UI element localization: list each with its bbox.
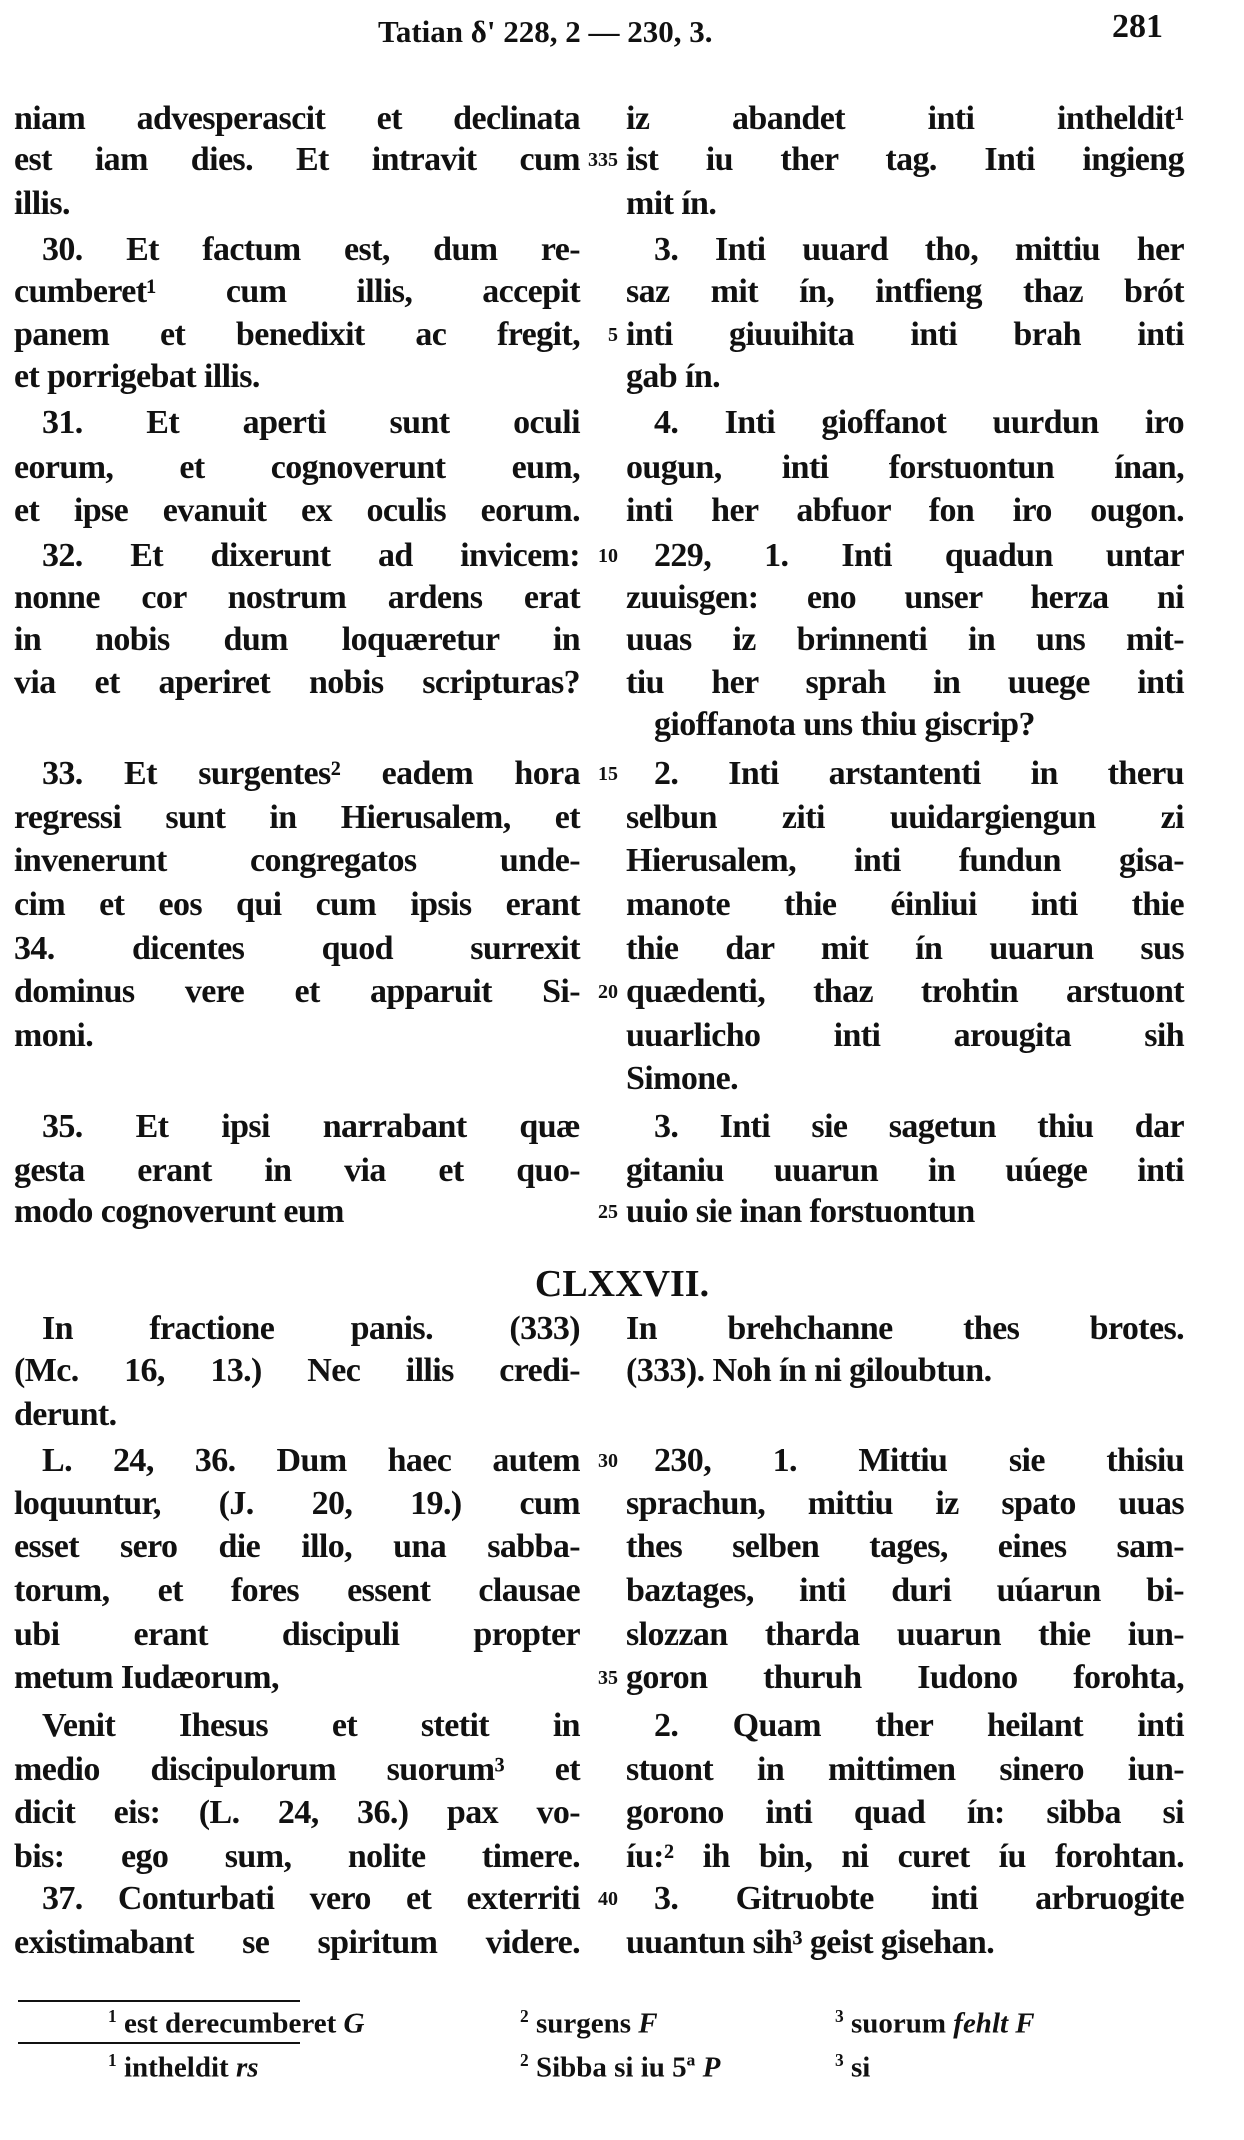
line-number: 15 <box>598 763 618 785</box>
latin-line: invenerunt congregatos unde- <box>14 842 580 879</box>
ohg-line: quædenti, thaz trohtin arstuont <box>626 973 1184 1010</box>
latin-line: 31. Et aperti sunt oculi <box>42 404 580 441</box>
footnote-text: est derecumberet <box>123 2007 337 2040</box>
ohg-line: goron thuruh Iudono forohta, <box>626 1659 1184 1696</box>
latin-line: via et aperiret nobis scripturas? <box>14 664 580 701</box>
section-heading: CLXXVII. <box>534 1263 710 1305</box>
ohg-line: inti her abfuor fon iro ougon. <box>626 492 1184 529</box>
footnote <box>835 2050 870 2085</box>
ohg-line: sprachun, mittiu iz spato uuas <box>626 1485 1184 1522</box>
latin-line: dominus vere et apparuit Si- <box>14 973 580 1010</box>
footnote <box>108 2006 364 2041</box>
footnote-text: intheldit <box>123 2051 229 2084</box>
latin-line: regressi sunt in Hierusalem, et <box>14 799 580 836</box>
footnote-mark: 3 <box>835 2006 844 2026</box>
footnote-mark: 2 <box>520 2006 529 2026</box>
ohg-line: uuarlicho inti arougita sih <box>626 1017 1184 1054</box>
ohg-line: 230, 1. Mittiu sie thisiu <box>654 1442 1184 1479</box>
ohg-line: thie dar mit ín uuarun sus <box>626 930 1184 967</box>
line-number: 20 <box>598 981 618 1003</box>
ohg-line: ougun, inti forstuontun ínan, <box>626 449 1184 486</box>
latin-line <box>14 1058 580 1100</box>
latin-line: 34. dicentes quod surrexit <box>14 930 580 967</box>
ohg-line: íu:² ih bin, ni curet íu forohtan. <box>626 1838 1184 1875</box>
latin-line: modo cognoverunt eum <box>14 1193 344 1230</box>
ohg-line: manote thie éinliui inti thie <box>626 886 1184 923</box>
footnote-text: surgens <box>535 2007 632 2040</box>
ohg-line: tiu her sprah in uuege inti <box>626 664 1184 701</box>
latin-line: et porrigebat illis. <box>14 358 260 395</box>
latin-line: in nobis dum loquæretur in <box>14 621 580 658</box>
ohg-line: uuas iz brinnenti in uns mit- <box>626 621 1184 658</box>
latin-line: esset sero die illo, una sabba- <box>14 1528 580 1565</box>
footnote-mark: 2 <box>520 2050 529 2070</box>
ohg-line: ist iu ther tag. Inti ingieng <box>626 141 1184 178</box>
footnote <box>835 2006 1035 2041</box>
footnote-mark: 1 <box>108 2050 117 2070</box>
latin-line: derunt. <box>14 1396 117 1433</box>
footnote-siglum: G <box>343 2007 365 2040</box>
ohg-line: uuio sie inan forstuontun <box>626 1193 975 1230</box>
latin-line <box>14 704 580 746</box>
ohg-line: uuantun sih³ geist gisehan. <box>626 1924 995 1961</box>
ohg-line: 3. Inti sie sagetun thiu dar <box>654 1108 1184 1145</box>
footnote-siglum: fehlt F <box>953 2007 1035 2040</box>
line-number: 35 <box>598 1667 618 1689</box>
ohg-line: 229, 1. Inti quadun untar <box>654 537 1184 574</box>
footnote-rule-latin <box>18 2000 300 2002</box>
latin-line: niam advesperascit et declinata <box>14 100 580 137</box>
ohg-line: Simone. <box>626 1060 738 1097</box>
latin-line: eorum, et cognoverunt eum, <box>14 449 580 486</box>
latin-line: medio discipulorum suorum³ et <box>14 1751 580 1788</box>
line-number: 40 <box>598 1888 618 1910</box>
latin-line: (Mc. 16, 13.) Nec illis credi- <box>14 1352 580 1389</box>
footnote-text: si <box>850 2051 871 2084</box>
latin-line: cim et eos qui cum ipsis erant <box>14 886 580 923</box>
latin-line: 33. Et surgentes² eadem hora <box>42 755 580 792</box>
footnote-text: Sibba si iu 5ª <box>535 2051 696 2084</box>
line-number: 25 <box>598 1201 618 1223</box>
page-number: 281 <box>1112 8 1163 45</box>
latin-line: 30. Et factum est, dum re- <box>42 231 580 268</box>
latin-line: metum Iudæorum, <box>14 1659 279 1696</box>
ohg-line: mit ín. <box>626 185 717 222</box>
ohg-line: gitaniu uuarun in uúege inti <box>626 1152 1184 1189</box>
latin-line: ubi erant discipuli propter <box>14 1616 580 1653</box>
latin-line: torum, et fores essent clausae <box>14 1572 580 1609</box>
ohg-line: iz abandet inti intheldit¹ <box>626 100 1184 137</box>
ohg-line: thes selben tages, eines sam- <box>626 1528 1184 1565</box>
latin-line: 37. Conturbati vero et exterriti <box>42 1880 580 1917</box>
footnote <box>108 2050 259 2085</box>
ohg-line: gab ín. <box>626 358 721 395</box>
latin-line: et ipse evanuit ex oculis eorum. <box>14 492 580 529</box>
ohg-line: slozzan tharda uuarun thie iun- <box>626 1616 1184 1653</box>
ohg-line: 2. Quam ther heilant inti <box>654 1707 1184 1744</box>
ohg-line: gioffanota uns thiu giscrip? <box>654 706 1035 743</box>
line-number: 30 <box>598 1450 618 1472</box>
ohg-line: inti giuuihita inti brah inti <box>626 316 1184 353</box>
latin-line: cumberet¹ cum illis, accepit <box>14 273 580 310</box>
ohg-line: 2. Inti arstantenti in theru <box>654 755 1184 792</box>
latin-line: illis. <box>14 185 70 222</box>
latin-line: nonne cor nostrum ardens erat <box>14 579 580 616</box>
latin-line: panem et benedixit ac fregit, <box>14 316 580 353</box>
footnote-mark: 1 <box>108 2006 117 2026</box>
footnote-rule-ohg <box>18 2042 300 2044</box>
line-number: 5 <box>608 324 618 346</box>
line-number: 10 <box>598 545 618 567</box>
latin-line: existimabant se spiritum videre. <box>14 1924 580 1961</box>
latin-line: gesta erant in via et quo- <box>14 1152 580 1189</box>
latin-line: L. 24, 36. Dum haec autem <box>42 1442 580 1479</box>
ohg-line: gorono inti quad ín: sibba si <box>626 1794 1184 1831</box>
footnote-siglum: F <box>638 2007 658 2040</box>
latin-line: dicit eis: (L. 24, 36.) pax vo- <box>14 1794 580 1831</box>
footnote-siglum: rs <box>235 2051 259 2084</box>
ohg-line <box>626 1394 1184 1436</box>
footnote <box>520 2006 658 2041</box>
ohg-line: In brehchanne thes brotes. <box>626 1310 1184 1347</box>
ohg-line: saz mit ín, intfieng thaz brót <box>626 273 1184 310</box>
latin-line: loquuntur, (J. 20, 19.) cum <box>14 1485 580 1522</box>
footnote-mark: 3 <box>835 2050 844 2070</box>
latin-line: est iam dies. Et intravit cum <box>14 141 580 178</box>
footnote-text: suorum <box>850 2007 947 2040</box>
latin-line: Venit Ihesus et stetit in <box>42 1707 580 1744</box>
footnote <box>520 2050 720 2085</box>
running-title: Tatian δ' 228, 2 — 230, 3. <box>378 14 713 49</box>
latin-line: In fractione panis. (333) <box>42 1310 580 1347</box>
ohg-line: (333). Noh ín ni giloubtun. <box>626 1352 992 1389</box>
ohg-line: 3. Gitruobte inti arbruogite <box>654 1880 1184 1917</box>
latin-line: 32. Et dixerunt ad invicem: <box>42 537 580 574</box>
ohg-line: 3. Inti uuard tho, mittiu her <box>654 231 1184 268</box>
ohg-line: zuuisgen: eno unser herza ni <box>626 579 1184 616</box>
line-number: 335 <box>588 149 618 171</box>
ohg-line: baztages, inti duri uúarun bi- <box>626 1572 1184 1609</box>
latin-line: moni. <box>14 1017 94 1054</box>
footnote-siglum: P <box>702 2051 721 2084</box>
latin-line: 35. Et ipsi narrabant quæ <box>42 1108 580 1145</box>
ohg-line: selbun ziti uuidargiengun zi <box>626 799 1184 836</box>
ohg-line: stuont in mittimen sinero iun- <box>626 1751 1184 1788</box>
ohg-line: 4. Inti gioffanot uurdun iro <box>654 404 1184 441</box>
latin-line: bis: ego sum, nolite timere. <box>14 1838 580 1875</box>
ohg-line: Hierusalem, inti fundun gisa- <box>626 842 1184 879</box>
